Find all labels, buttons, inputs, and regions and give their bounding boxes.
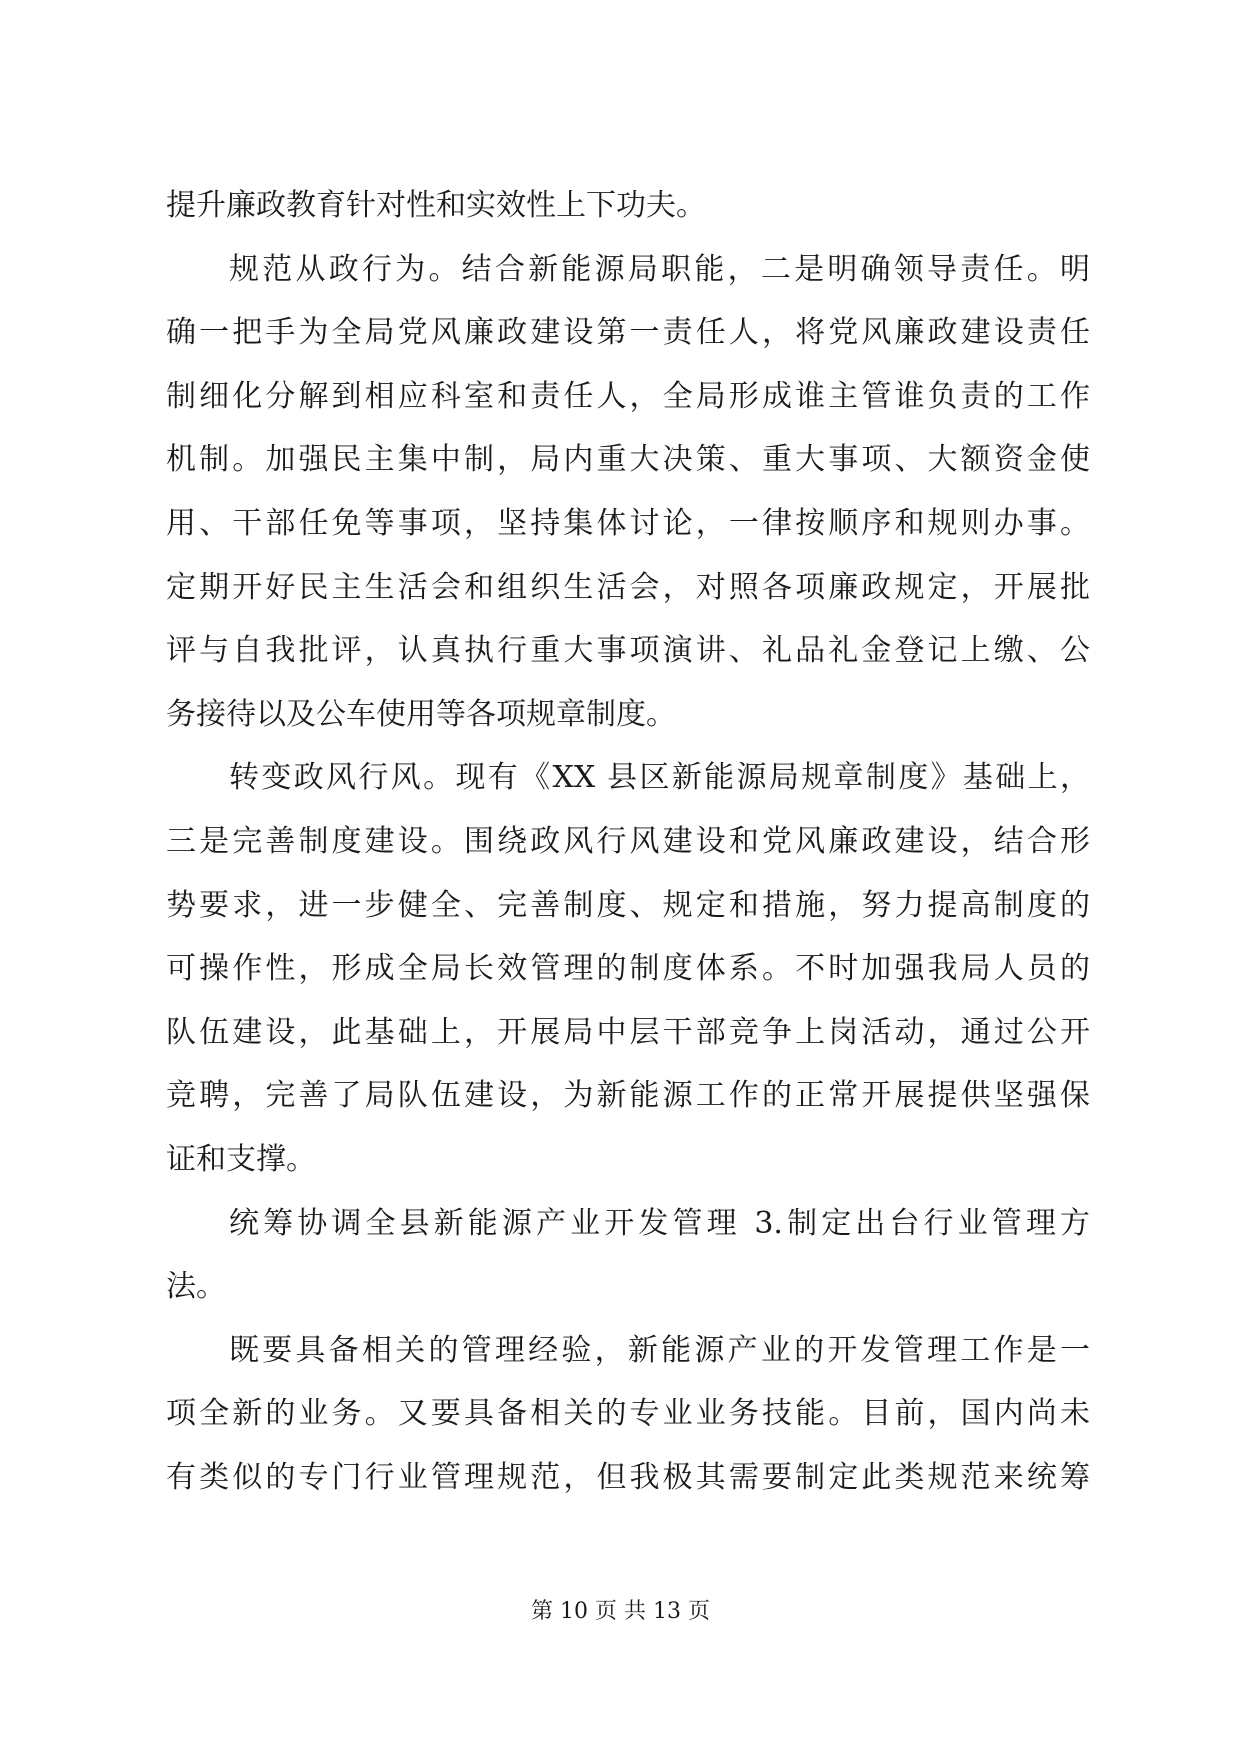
text-line: 竞聘，完善了局队伍建设，为新能源工作的正常开展提供坚强保: [166, 1078, 1090, 1114]
text-line: 制细化分解到相应科室和责任人，全局形成谁主管谁负责的工作: [166, 378, 1090, 414]
text-line: 提升廉政教育针对性和实效性上下功夫。: [166, 188, 706, 223]
text-line: 定期开好民主生活会和组织生活会，对照各项廉政规定，开展批: [166, 569, 1090, 605]
text-line: 证和支撑。: [166, 1141, 316, 1177]
text-line: 可操作性，形成全局长效管理的制度体系。不时加强我局人员的: [166, 951, 1090, 987]
text-line: 务接待以及公车使用等各项规章制度。: [166, 696, 676, 732]
text-line: 确一把手为全局党风廉政建设第一责任人，将党风廉政建设责任: [166, 315, 1090, 351]
text-line: 三是完善制度建设。围绕政风行风建设和党风廉政建设，结合形: [166, 823, 1090, 859]
text-line: 势要求，进一步健全、完善制度、规定和措施，努力提高制度的: [166, 887, 1090, 923]
text-line: 规范从政行为。结合新能源局职能，二是明确领导责任。明: [229, 251, 1090, 287]
body-text: [166, 174, 1090, 1509]
text-line: 转变政风行风。现有《XX 县区新能源局规章制度》基础上，: [229, 760, 1090, 796]
text-line: 队伍建设，此基础上，开展局中层干部竞争上岗活动，通过公开: [166, 1014, 1090, 1050]
text-line: 统筹协调全县新能源产业开发管理 3.制定出台行业管理方: [229, 1205, 1090, 1241]
text-line: 评与自我批评，认真执行重大事项演讲、礼品礼金登记上缴、公: [166, 633, 1090, 669]
text-line: 机制。加强民主集中制，局内重大决策、重大事项、大额资金使: [166, 442, 1090, 478]
page-footer: 第 10 页 共 13 页: [531, 1599, 710, 1624]
text-line: 项全新的业务。又要具备相关的专业业务技能。目前，国内尚未: [166, 1396, 1090, 1432]
text-line: 法。: [166, 1269, 226, 1305]
text-line: 既要具备相关的管理经验，新能源产业的开发管理工作是一: [229, 1332, 1090, 1368]
text-line: 用、干部任免等事项，坚持集体讨论，一律按顺序和规则办事。: [166, 505, 1090, 541]
text-line: 有类似的专门行业管理规范，但我极其需要制定此类规范来统筹: [166, 1459, 1090, 1495]
